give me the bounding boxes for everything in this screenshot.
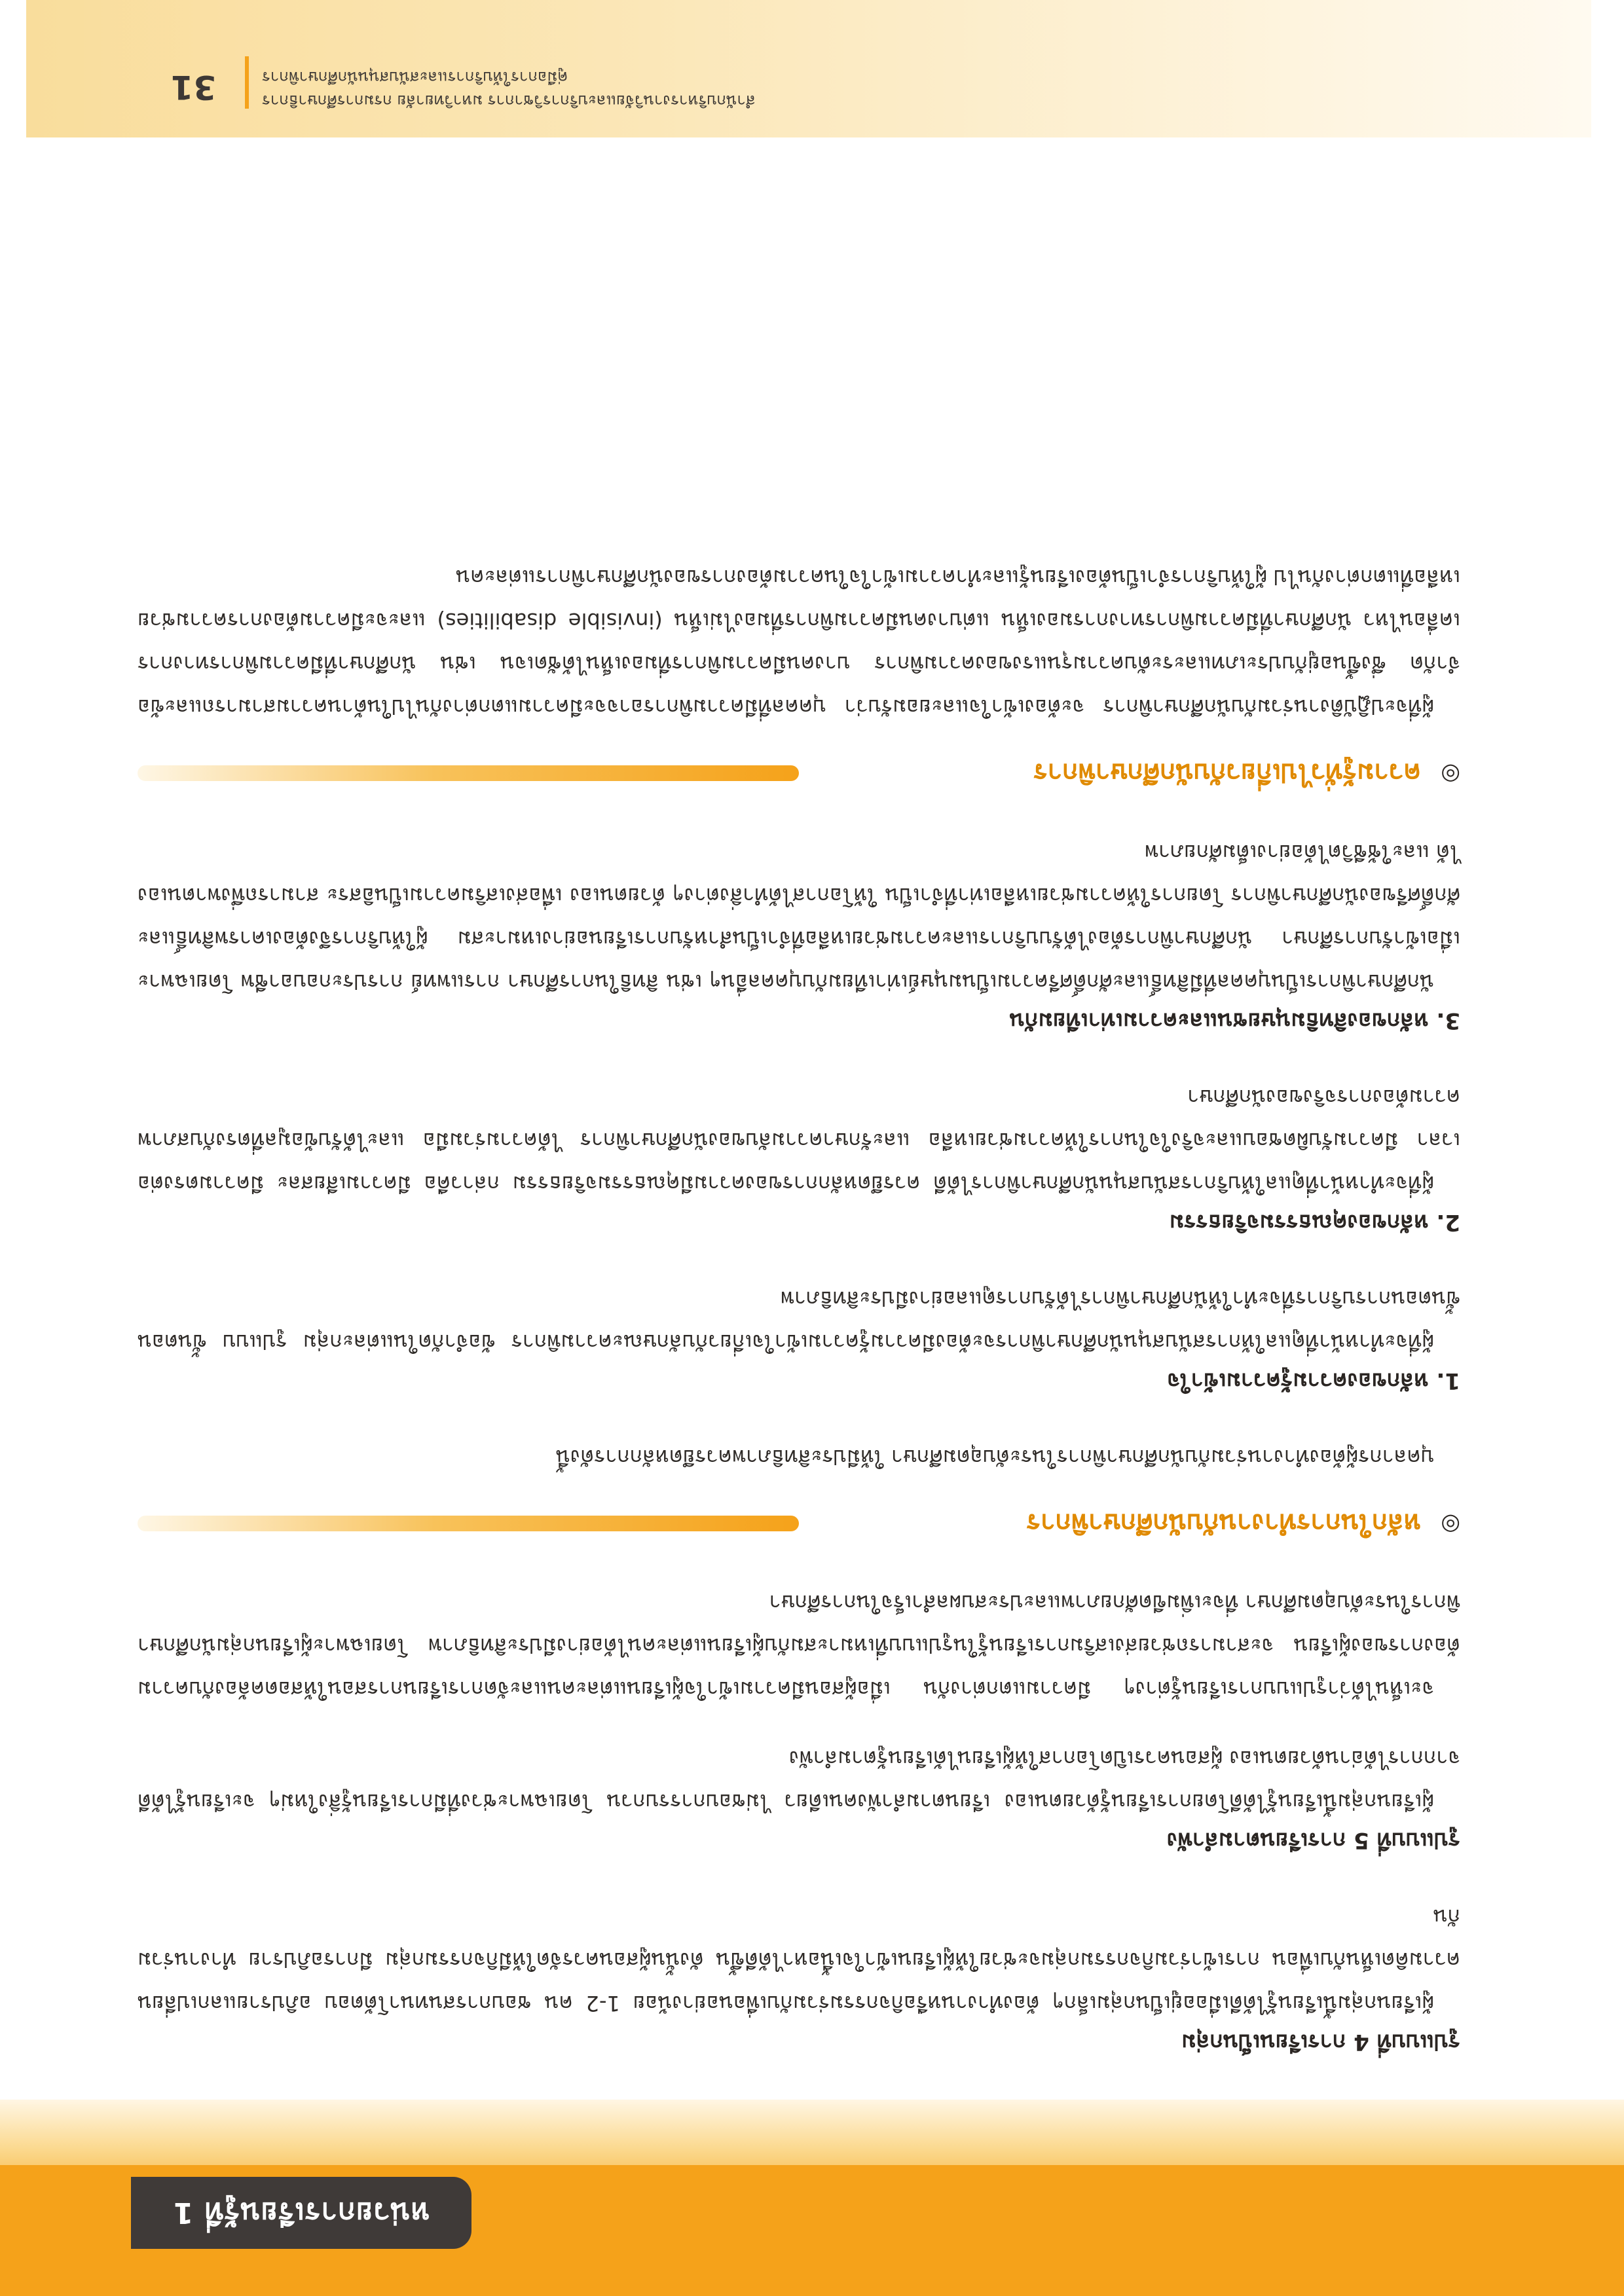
section-bullet-icon: ◎ — [1441, 1512, 1460, 1538]
principles-heading-text: หลักในการทำงานกับนักศึกษาพิการ — [1026, 1508, 1421, 1538]
principles-heading — [138, 1505, 1460, 1544]
footer-line-1: สำนักบริหารงานวิจัยและบริการวิชาการ มหาวิทยาลัย กรมการศึกษาธิการ — [262, 92, 756, 110]
principle-2-body: ผู้ที่จะทำหน้าที่ดูแลให้บริการสนับสนุนนักศึกษาพิการได้ดี ควรยึดหลักการของความมีคุณธรรมจริยธรรม กล่าวคือ มีความเสียสละ มีความตรงต่อเวลา มีความรับผิดชอบและจริงใจในการให้ความช่วยเหลือ และรักษาความลับของนักศึกษาพิการ ได้ความร่วมมือ และได้รับข้อมูลที่ตรงกับสภาพความต้องการจริงของนักศึกษา — [138, 1085, 1460, 1196]
principle-3-body: นักศึกษาพิการเป็นบุคคลที่มีสิทธิ์และศักดิ์ศรีความเป็นมนุษย์เท่าเทียมกับบุคคลอื่นๆ เช่น สิทธิในการศึกษา การแพทย์ การประกอบอาชีพ โดยเฉพาะเมื่อเข้ารับการศึกษา นักศึกษาพิการต้องได้รับบริการและความช่วยเหลือที่จำเป็นสำหรับการเรียนอย่างเหมาะสม ผู้ให้บริการจึงต้องเคารพสิทธิ์และศักดิ์ศรีของนักศึกษาพิการ โดยการให้ความช่วยเหลือเท่าที่จำเป็น ให้โอกาสได้ทำสิ่งต่างๆ ด้วยตนเอง เพื่อส่งเสริมความเป็นอิสระ สามารถพึ่งพาตนเองได้ และใช้ชีวิตได้อย่างเต็มศักยภาพ — [138, 840, 1460, 994]
principle-3-title: 3. หลักของสิทธิมนุษยชนและความเท่าเทียมกัน — [1009, 1008, 1460, 1034]
heading-bar — [138, 765, 799, 781]
footer — [0, 39, 1624, 118]
activity-5 — [138, 1581, 1460, 1859]
knowledge-body: ผู้ที่จะปฏิบัติงานร่วมกับนักศึกษาพิการ จะต้องเข้าใจและยอมรับว่า บุคคลที่มีความพิการอาจจะมีความแตกต่างกันไปในด้านความสามารถและข้อจำกัด ซึ่งขึ้นอยู่กับประเภทและระดับความรุนแรงของความพิการ บางคนมีความพิการที่มองเห็นได้ชัดเจน เช่น นักศึกษาที่มีความพิการทางการเคลื่อนไหว นักศึกษาที่มีความพิการทางการมองเห็น แต่บางคนมีความพิการที่มองไม่เห็น (invisible disabilities) และจะมีความต้องการความช่วยเหลือที่แตกต่างกันไป ผู้ให้บริการจำเป็นต้องเรียนรู้และทำความเข้าใจในความต้องการของนักศึกษาพิการแต่ละคน — [138, 565, 1460, 720]
main-content — [138, 519, 1460, 2100]
activity-4 — [138, 1895, 1460, 2060]
unit-tab — [131, 2177, 471, 2249]
footer-title — [262, 65, 904, 113]
principle-2 — [138, 1076, 1460, 1241]
principles-intro-text: บุคลากรผู้ต้องทำงานร่วมกับนักศึกษาพิการในระดับอุดมศึกษา ให้มีประสิทธิภาพควรยึดหลักการดังนี้ — [555, 1445, 1434, 1470]
principle-2-title: 2. หลักของคุณธรรมจริยธรรม — [1169, 1209, 1460, 1235]
knowledge-section — [138, 556, 1460, 729]
activity-4-title: รูปแบบที่ 4 การเรียนเป็นกลุ่ม — [1181, 2029, 1460, 2055]
activity-5-title: รูปแบบที่ 5 การเรียนตามลำพัง — [1166, 1827, 1460, 1853]
principles-intro — [138, 1436, 1460, 1479]
page-number: 31 — [170, 68, 216, 106]
activity-5-body-1: ผู้เรียนกลุ่มนี้เรียนรู้ได้ดีโดยการเรียนรู้ด้วยตนเอง เรียนตามลำพังคนเดียว ไม่ชอบการรบกวน โดยเฉพาะช่วงที่มีการเรียนรู้สิ่งใหม่ๆ จะเรียนรู้ได้ดีจากการได้อ่านด้วยตนเอง ผู้สอนควรเปิดโอกาสให้ผู้เรียนได้เรียนรู้ตามลำพัง — [138, 1746, 1460, 1814]
principle-1-body: ผู้ที่จะทำหน้าที่ดูแลให้การสนับสนุนนักศึกษาพิการจะต้องมีความรู้ความเข้าใจเกี่ยวกับลักษณะความพิการ ข้อจำกัดในแต่ละกลุ่ม รูปแบบ ขั้นตอน ขั้นตอนการบริการที่จะทำให้นักศึกษาพิการได้รับการดูแลอย่างมีประสิทธิภาพ — [138, 1286, 1460, 1355]
principle-1-title: 1. หลักของความรู้ความเข้าใจ — [1167, 1368, 1460, 1394]
principle-1 — [138, 1277, 1460, 1399]
unit-tab-label: หน่วยการเรียนรู้ที่ 1 — [172, 2196, 430, 2229]
principle-3 — [138, 831, 1460, 1039]
footer-divider — [245, 56, 249, 109]
footer-line-2: คู่มือการให้บริการและสนับสนุนนักศึกษาพิการ — [262, 68, 568, 86]
activity-4-body: ผู้เรียนกลุ่มนี้เรียนรู้ได้ดีเมื่ออยู่เป็นกลุ่มเล็กๆ ต้องทำงานหรือกิจกรรมร่วมกับเพื่อนอย่างน้อย 1-2 คน ชอบการสนทนาโต้ตอบ อภิปรายแลกเปลี่ยนความคิดเห็นกับเพื่อน การเข้าร่วมกิจกรรมกลุ่มจะช่วยให้ผู้เรียนเข้าใจเนื้อหาได้ดีขึ้น ดังนั้นผู้สอนควรจัดให้มีกิจกรรมกลุ่ม มีการอภิปราย ทำงานร่วมกัน — [138, 1904, 1460, 2016]
activity-5-body-2: จะเห็นได้ว่ารูปแบบการเรียนรู้ต่างๆ มีความแตกต่างกัน เมื่อผู้สอนมีความเข้าใจผู้เรียนแต่ละคนและจัดการเรียนการสอนให้สอดคล้องกับความต้องการของผู้เรียน จะสามารถช่วยส่งเสริมการเรียนรู้ในรูปแบบที่เหมาะสมกับผู้เรียนแต่ละคนได้อย่างมีประสิทธิภาพ โดยเฉพาะผู้เรียนกลุ่มนักศึกษาพิการในระดับอุดมศึกษา ที่จะเพิ่มขีดศักยภาพและประสบผลสำเร็จในการศึกษา — [138, 1590, 1460, 1702]
section-bullet-icon: ◎ — [1441, 761, 1460, 788]
knowledge-heading — [138, 755, 1460, 794]
knowledge-heading-text: ความรู้ทั่วไปเกี่ยวกับนักศึกษาพิการ — [1033, 757, 1421, 788]
heading-bar — [138, 1516, 799, 1531]
